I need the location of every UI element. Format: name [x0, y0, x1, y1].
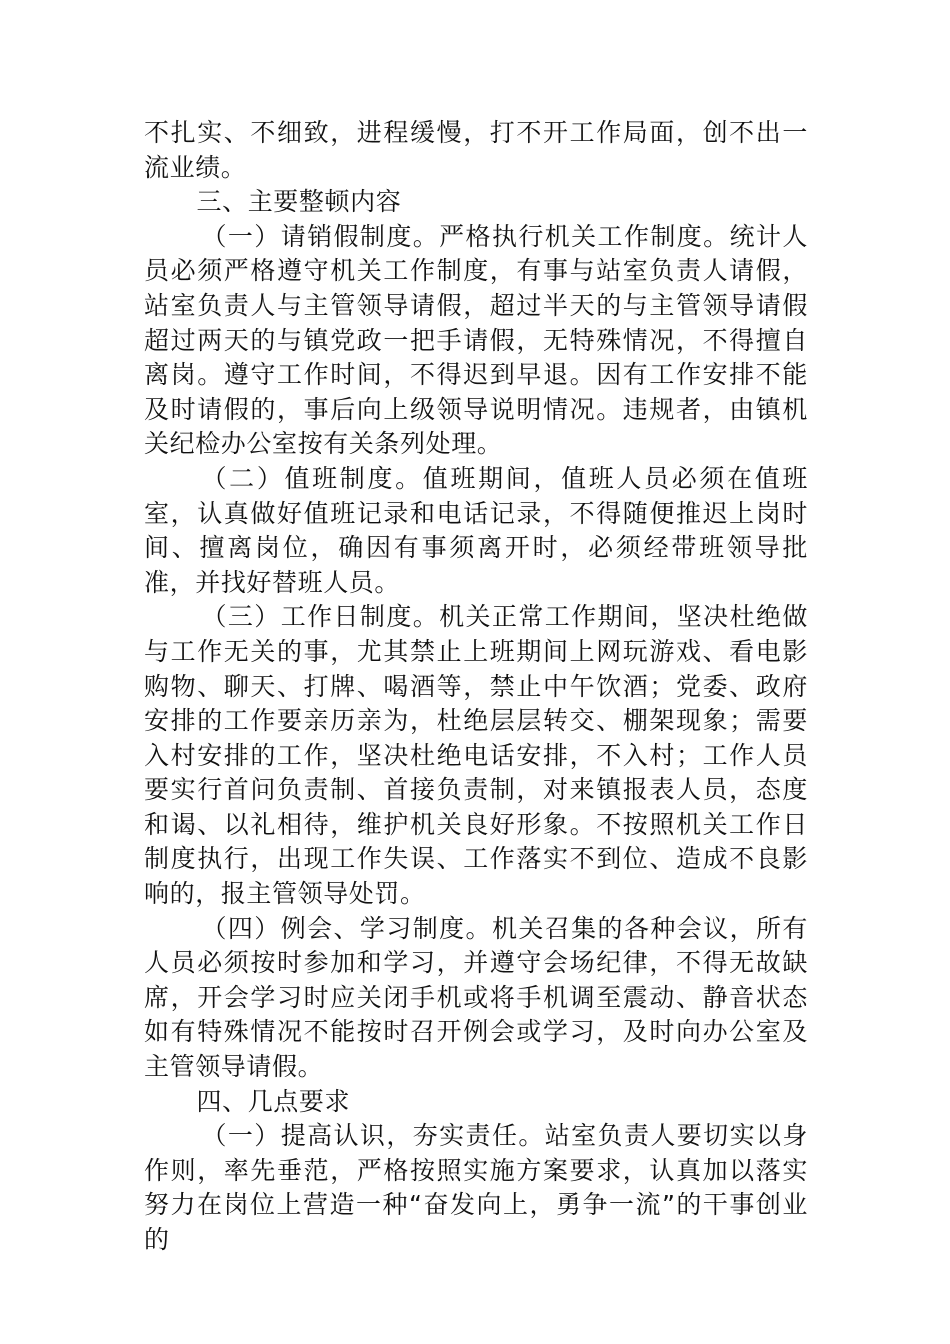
section-heading-three: 三、主要整顿内容	[196, 187, 402, 217]
paragraph-workday-system: （三）工作日制度。机关正常工作期间，坚决杜绝做与工作无关的事，尤其禁止上班期间上网玩游戏、看电影购物、聊天、打牌、喝酒等，禁止中午饮酒；党委、政府安排的工作要亲历亲为，杜绝层层转交、棚架现象；需要入村安排的工作，坚决杜绝电话安排，不入村；工作人员要实行首问负责制、首接负责制，对来镇报表人员，态度和谒、以礼相待，维护机关良好形象。不按照机关工作日制度执行，出现工作失误、工作落实不到位、造成不良影响的，报主管领导处罚。	[144, 602, 808, 909]
paragraph-continuation: 不扎实、不细致，进程缓慢，打不开工作局面，创不出一流业绩。	[144, 118, 808, 182]
document-body	[144, 116, 808, 1258]
paragraph-duty-system: （二）值班制度。值班期间，值班人员必须在值班室，认真做好值班记录和电话记录，不得随便推迟上岗时间、擅离岗位，确因有事须离开时，必须经带班领导批准，并找好替班人员。	[144, 463, 808, 597]
section-heading-four: 四、几点要求	[196, 1086, 351, 1116]
paragraph-meeting-system: （四）例会、学习制度。机关召集的各种会议，所有人员必须按时参加和学习，并遵守会场纪律，不得无故缺席，开会学习时应关闭手机或将手机调至震动、静音状态如有特殊情况不能按时召开例会或学习，及时向办公室及主管领导请假。	[144, 913, 808, 1082]
paragraph-leave-system: （一）请销假制度。严格执行机关工作制度。统计人员必须严格遵守机关工作制度，有事与站室负责人请假，站室负责人与主管领导请假，超过半天的与主管领导请假超过两天的与镇党政一把手请假，无特殊情况，不得擅自离岗。遵守工作时间，不得迟到早退。因有工作安排不能及时请假的，事后向上级领导说明情况。违规者，由镇机关纪检办公室按有关条列处理。	[144, 221, 808, 459]
paragraph-requirement-one: （一）提高认识，夯实责任。站室负责人要切实以身作则，率先垂范，严格按照实施方案要求，认真加以落实努力在岗位上营造一种“奋发向上，勇争一流”的干事创业的	[144, 1121, 808, 1254]
